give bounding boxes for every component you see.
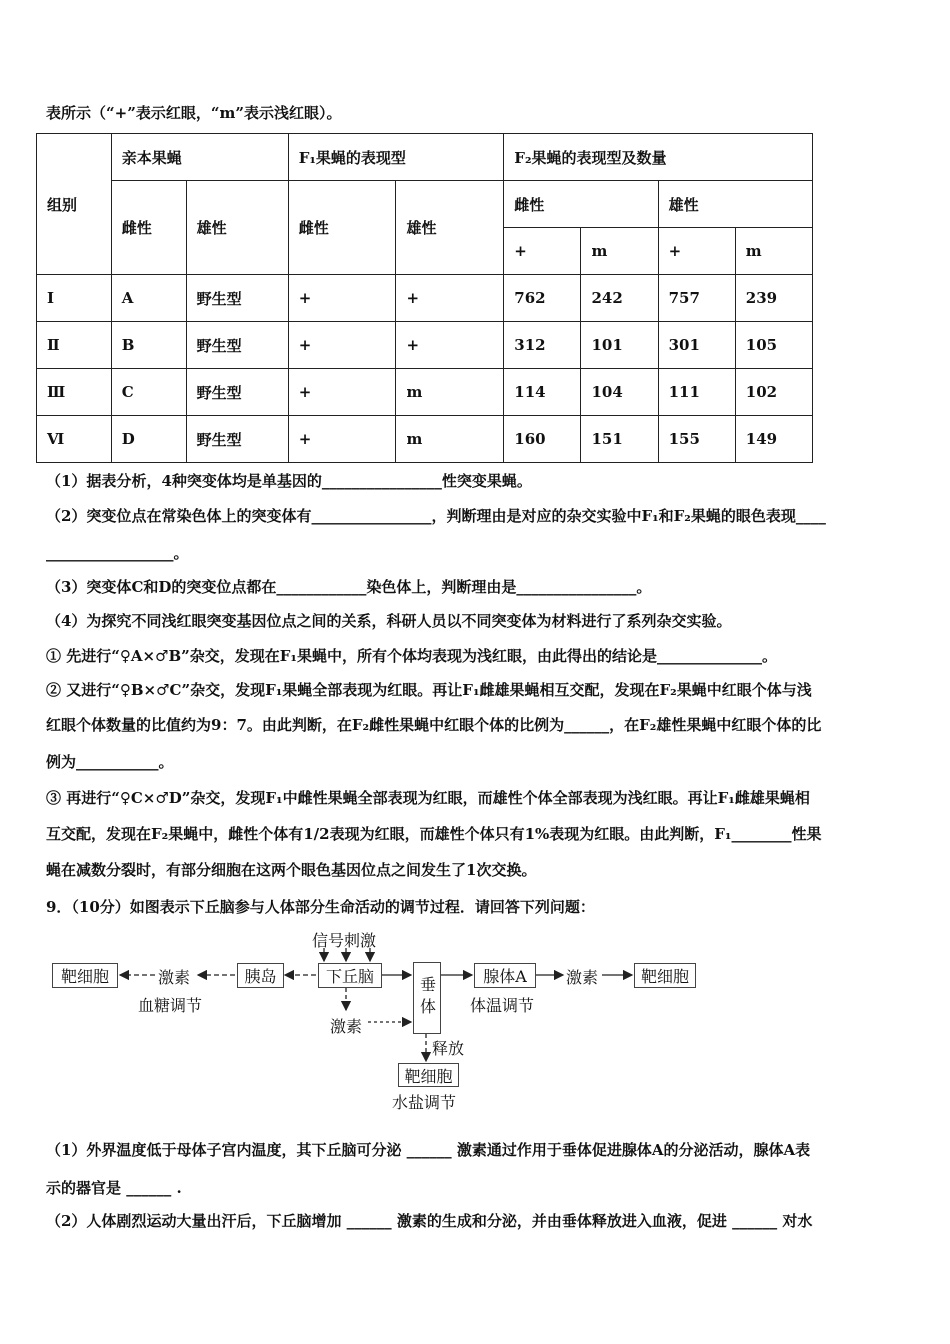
header-group: 组别 — [37, 134, 112, 275]
table-cell: 762 — [504, 275, 581, 322]
table-cell: 105 — [735, 322, 812, 369]
table-cell: C — [111, 369, 186, 416]
table-cell: 114 — [504, 369, 581, 416]
table-cell: 151 — [581, 416, 658, 463]
target-cell-box-1: 靶细胞 — [52, 963, 118, 988]
hormone-label-2: 激素 — [566, 968, 599, 987]
islet-box: 胰岛 — [237, 963, 284, 988]
temperature-regulation-label: 体温调节 — [470, 996, 535, 1015]
hormone-label-1: 激素 — [158, 968, 191, 987]
table-cell: B — [111, 322, 186, 369]
header-f2-male: 雄性 — [658, 181, 812, 228]
question-line: （1）据表分析，4种突变体均是单基因的________________性突变果蝇。 — [46, 472, 532, 490]
table-cell: 104 — [581, 369, 658, 416]
table-cell: + — [288, 369, 396, 416]
question-line: ③ 再进行“♀C×♂D”杂交，发现F₁中雌性果蝇全部表现为红眼，而雄性个体全部表现为浅红眼。再让F₁雌雄果蝇相 — [46, 789, 810, 807]
table-cell: 160 — [504, 416, 581, 463]
header-f1: F₁果蝇的表现型 — [288, 134, 504, 181]
header-m: m — [735, 228, 812, 275]
table-cell: 野生型 — [186, 275, 288, 322]
target-cell-box-2: 靶细胞 — [634, 963, 696, 988]
table-cell: + — [288, 275, 396, 322]
question-line: 蝇在减数分裂时，有部分细胞在这两个眼色基因位点之间发生了1次交换。 — [46, 861, 537, 879]
table-cell: Ⅲ — [37, 369, 112, 416]
header-f1-female: 雌性 — [288, 181, 396, 275]
pituitary-box: 垂体 — [413, 962, 441, 1034]
header-f2-female: 雌性 — [504, 181, 658, 228]
header-plus: + — [658, 228, 735, 275]
question-line: 红眼个体数量的比值约为9：7。由此判断，在F₂雌性果蝇中红眼个体的比例为______，在F₂雄性果蝇中红眼个体的比 — [46, 716, 822, 734]
header-f2: F₂果蝇的表现型及数量 — [504, 134, 813, 181]
table-cell: Ⅵ — [37, 416, 112, 463]
question-line: （2）突变位点在常染色体上的突变体有________________，判断理由是对应的杂交实验中F₁和F₂果蝇的眼色表现____ — [46, 507, 826, 525]
table-cell: 149 — [735, 416, 812, 463]
header-female: 雌性 — [111, 181, 186, 275]
question-line: ① 先进行“♀A×♂B”杂交，发现在F₁果蝇中，所有个体均表现为浅红眼，由此得出的结论是______________。 — [46, 647, 777, 665]
table-cell: A — [111, 275, 186, 322]
table-cell: 239 — [735, 275, 812, 322]
table-cell: + — [288, 416, 396, 463]
followup-question-line: （1）外界温度低于母体子宫内温度，其下丘脑可分泌 ______ 激素通过作用于垂体促进腺体A的分泌活动，腺体A表 — [46, 1141, 811, 1159]
followup-question-line: 示的器官是 ______ . — [46, 1179, 182, 1197]
table-cell: Ⅰ — [37, 275, 112, 322]
table-cell: D — [111, 416, 186, 463]
intro-text: 表所示（“+”表示红眼，“m”表示浅红眼）。 — [46, 104, 342, 122]
header-male: 雄性 — [186, 181, 288, 275]
question-line: 互交配，发现在F₂果蝇中，雌性个体有1/2表现为红眼，而雄性个体只有1%表现为红眼。由此判断，F₁________性果 — [46, 825, 822, 843]
question-line: _________________。 — [46, 544, 189, 562]
table-cell: 102 — [735, 369, 812, 416]
hypothalamus-box: 下丘脑 — [318, 963, 382, 988]
table-cell: + — [288, 322, 396, 369]
table-cell: 野生型 — [186, 416, 288, 463]
signal-label: 信号刺激 — [312, 931, 377, 950]
question-line: ② 又进行“♀B×♂C”杂交，发现F₁果蝇全部表现为红眼。再让F₁雌雄果蝇相互交配，发现在F₂果蝇中红眼个体与浅 — [46, 681, 812, 699]
table-cell: 野生型 — [186, 369, 288, 416]
release-label: 释放 — [432, 1039, 465, 1058]
header-parents: 亲本果蝇 — [111, 134, 288, 181]
table-cell: 301 — [658, 322, 735, 369]
table-cell: + — [396, 275, 504, 322]
gland-a-box: 腺体A — [474, 963, 536, 988]
header-plus: + — [504, 228, 581, 275]
question-line: （3）突变体C和D的突变位点都在____________染色体上，判断理由是________________。 — [46, 578, 652, 596]
followup-question-line: （2）人体剧烈运动大量出汗后，下丘脑增加 ______ 激素的生成和分泌，并由垂体释放进入血液，促进 ______ 对水 — [46, 1212, 813, 1230]
table-cell: m — [396, 416, 504, 463]
table-cell: Ⅱ — [37, 322, 112, 369]
table-cell: m — [396, 369, 504, 416]
header-m: m — [581, 228, 658, 275]
table-cell: 242 — [581, 275, 658, 322]
table-cell: 312 — [504, 322, 581, 369]
header-f1-male: 雄性 — [396, 181, 504, 275]
question-line: 9．（10分）如图表示下丘脑参与人体部分生命活动的调节过程．请回答下列问题： — [46, 898, 595, 916]
table-cell: 野生型 — [186, 322, 288, 369]
question-line: （4）为探究不同浅红眼突变基因位点之间的关系，科研人员以不同突变体为材料进行了系列杂交实验。 — [46, 612, 732, 630]
table-cell: 111 — [658, 369, 735, 416]
target-cell-box-3: 靶细胞 — [398, 1063, 459, 1087]
water-salt-regulation-label: 水盐调节 — [392, 1093, 457, 1112]
hormone-label-3: 激素 — [330, 1017, 363, 1036]
table-cell: 155 — [658, 416, 735, 463]
table-cell: 101 — [581, 322, 658, 369]
glucose-regulation-label: 血糖调节 — [138, 996, 203, 1015]
table-cell: + — [396, 322, 504, 369]
question-line: 例为___________。 — [46, 753, 174, 771]
table-cell: 757 — [658, 275, 735, 322]
